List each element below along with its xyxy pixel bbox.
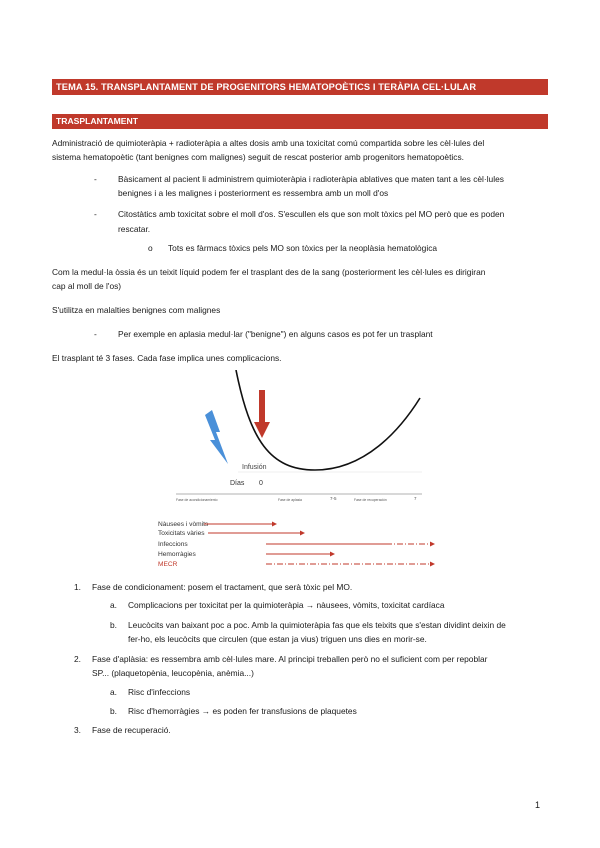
phase-2-line-2: SP... (plaquetopènia, leucopènia, anèmia...) — [92, 668, 254, 678]
phase-2b-text: Risc d'hemorràgies → es poden fer transfusions de plaquetes — [128, 706, 357, 716]
day-zero-label: 0 — [259, 480, 263, 487]
sub-bullet-marker: o — [148, 243, 153, 253]
sub-list-letter: b. — [110, 706, 117, 716]
section-heading: TRASPLANTAMENT — [52, 114, 548, 129]
paragraph-4: El trasplant té 3 fases. Cada fase implica unes complicacions. — [52, 353, 282, 363]
phase-1a-text: Complicacions per toxicitat per la quimioteràpia → nàusees, vòmits, toxicitat cardíaca — [128, 600, 445, 610]
phase-1-text: Fase de condicionament: posem el tractament, que serà tòxic pel MO. — [92, 582, 353, 592]
paragraph-3: S'utilitza en malalties benignes com malignes — [52, 305, 221, 315]
document-title: TEMA 15. TRANSPLANTAMENT DE PROGENITORS HEMATOPOÈTICS I TERÀPIA CEL·LULAR — [52, 79, 548, 95]
transplant-phases-diagram — [150, 370, 450, 576]
lightning-bolt-icon — [205, 410, 228, 464]
bullet-dash: - — [94, 174, 97, 184]
days-label: Días — [230, 480, 245, 487]
legend-mecr: MECR — [158, 561, 178, 568]
axis-tick-mid: 7-5 — [330, 496, 337, 501]
phase-3-text: Fase de recuperació. — [92, 725, 171, 735]
list-number: 2. — [74, 654, 81, 664]
bullet-1-line-1: Bàsicament al pacient li administrem quimioteràpia i radioteràpia ablatives que maten tant a les cèl·lules — [118, 174, 504, 184]
sub-bullet-text: Tots es fàrmacs tòxics pels MO son tòxics per la neoplàsia hematològica — [168, 243, 438, 253]
sub-list-letter: a. — [110, 687, 117, 697]
bullet-1-line-2: benignes i a les malignes i posteriorment es ressembra amb un moll d'os — [118, 188, 389, 198]
phase-1b-line-1: Leucòcits van baixant poc a poc. Amb la quimioteràpia fas que els teixits que s'estan dividint deixin de — [128, 620, 506, 630]
legend-nausees: Nàusees i vòmits — [158, 521, 209, 528]
infusion-label: Infusión — [242, 464, 267, 471]
axis-aplasia-label: Fase de aplasia — [278, 498, 302, 502]
sub-list-letter: b. — [110, 620, 117, 630]
infusion-arrow-shaft — [259, 390, 265, 424]
phase-2a-text: Risc d'infeccions — [128, 687, 191, 697]
bullet-2-line-1: Citostàtics amb toxicitat sobre el moll d'os. S'escullen els que son molt tòxics pel MO però que es poden — [118, 209, 505, 219]
intro-line-1: Administració de quimioteràpia + radioteràpia a altes dosis amb una toxicitat comú compartida sobre les cèl·lules del — [52, 138, 485, 148]
bullet-2-line-2: rescatar. — [118, 224, 151, 234]
list-number: 1. — [74, 582, 81, 592]
intro-line-2: sistema hematopoètic (tant benignes com malignes) seguit de rescat posterior amb progenitors hematopoètics. — [52, 152, 464, 162]
axis-tick-end: 7 — [414, 496, 417, 501]
phase-1b-line-2: fer-ho, els leucòcits que circulen (que estan ja vius) triguen uns dies en morir-se. — [128, 634, 427, 644]
sub-list-letter: a. — [110, 600, 117, 610]
axis-recovery-label: Fase de recuperación — [354, 498, 387, 502]
legend-infeccions: Infeccions — [158, 541, 188, 548]
bullet-3: Per exemple en aplasia medul·lar ("benigne") en alguns casos es pot fer un trasplant — [118, 329, 433, 339]
list-number: 3. — [74, 725, 81, 735]
legend-hemorragies: Hemorràgies — [158, 551, 196, 558]
legend-toxicitats: Toxicitats vàries — [158, 530, 205, 537]
phase-2-line-1: Fase d'aplàsia: es ressembra amb cèl·lules mare. Al principi treballen però no el suficient com per repoblar — [92, 654, 488, 664]
page-number: 1 — [534, 800, 540, 810]
paragraph-2-line-1: Com la medul·la òssia és un teixit líquid podem fer el trasplant des de la sang (posteriorment les cèl·lules es dirigiran — [52, 267, 486, 277]
axis-conditioning-label: Fase de acondicionamiento — [176, 498, 218, 502]
bullet-dash: - — [94, 329, 97, 339]
paragraph-2-line-2: cap al moll de l'os) — [52, 281, 122, 291]
bullet-dash: - — [94, 209, 97, 219]
